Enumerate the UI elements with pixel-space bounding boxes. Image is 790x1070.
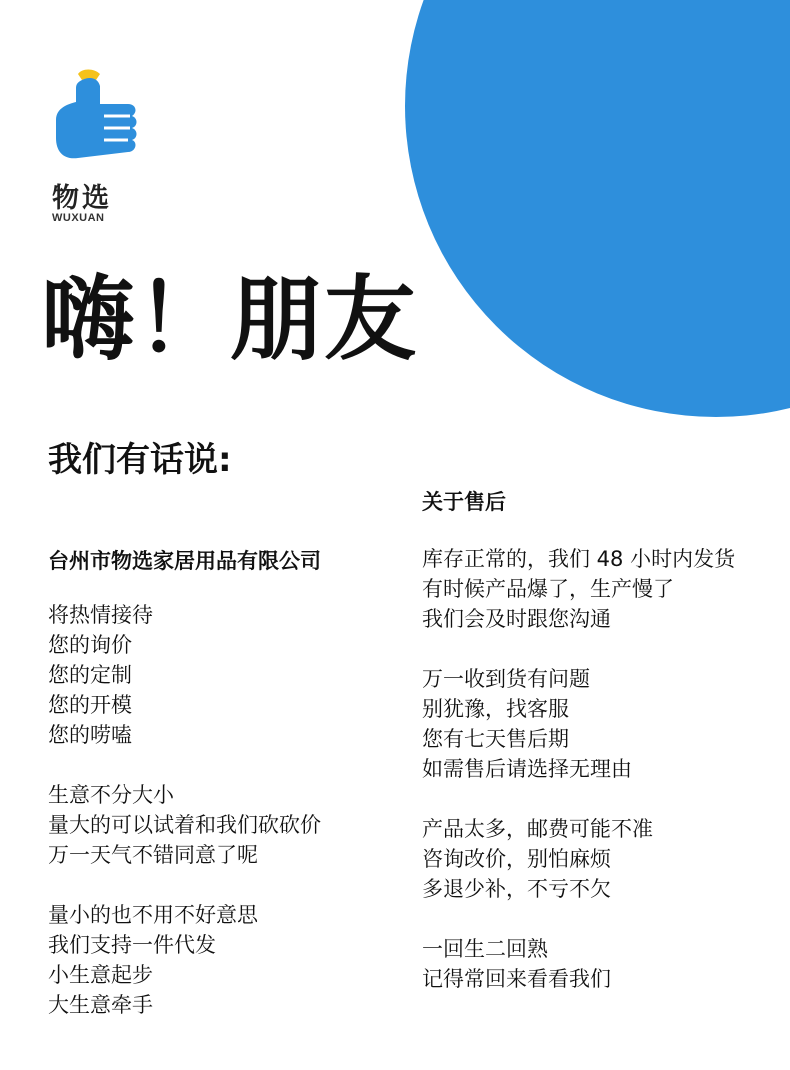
- thumbs-up-icon: [48, 66, 140, 170]
- text-line: 记得常回来看看我们: [422, 967, 611, 991]
- left-text-column: [48, 600, 321, 1050]
- decorative-blue-circle: [405, 0, 790, 417]
- text-line: 别犹豫，找客服: [422, 697, 569, 721]
- after-sales-title: 关于售后: [422, 490, 506, 514]
- text-line: 多退少补，不亏不欠: [422, 877, 611, 901]
- text-block: [422, 814, 735, 904]
- company-name: 台州市物选家居用品有限公司: [48, 549, 321, 573]
- text-line: 生意不分大小: [48, 783, 174, 807]
- text-line: 量小的也不用不好意思: [48, 903, 258, 927]
- text-line: 万一收到货有问题: [422, 667, 590, 691]
- text-line: 您的开模: [48, 693, 132, 717]
- text-line: 您的定制: [48, 663, 132, 687]
- text-line: 您有七天售后期: [422, 727, 569, 751]
- text-line: 我们支持一件代发: [48, 933, 216, 957]
- brand-logo: [40, 62, 150, 232]
- text-line: 小生意起步: [48, 963, 153, 987]
- section-title: 我们有话说:: [48, 440, 232, 480]
- text-block: [48, 600, 321, 750]
- text-line: 万一天气不错同意了呢: [48, 843, 258, 867]
- text-line: 大生意牵手: [48, 993, 153, 1017]
- text-block: [422, 664, 735, 784]
- text-line: 量大的可以试着和我们砍砍价: [48, 813, 321, 837]
- text-block: [48, 900, 321, 1020]
- text-block: [422, 544, 735, 634]
- brand-name-en: WUXUAN: [52, 212, 105, 224]
- brand-name-cn: 物选: [52, 183, 112, 214]
- text-line: 库存正常的，我们 48 小时内发货: [422, 547, 736, 571]
- text-block: [422, 934, 735, 994]
- text-line: 如需售后请选择无理由: [422, 757, 632, 781]
- text-line: 我们会及时跟您沟通: [422, 607, 611, 631]
- text-line: 一回生二回熟: [422, 937, 548, 961]
- text-line: 咨询改价，别怕麻烦: [422, 847, 611, 871]
- text-line: 您的唠嗑: [48, 723, 132, 747]
- right-text-column: [422, 544, 735, 1024]
- hero-title: 嗨！朋友: [42, 266, 419, 373]
- text-line: 产品太多，邮费可能不准: [422, 817, 653, 841]
- text-line: 将热情接待: [48, 603, 153, 627]
- text-line: 您的询价: [48, 633, 132, 657]
- text-line: 有时候产品爆了，生产慢了: [422, 577, 674, 601]
- text-block: [48, 780, 321, 870]
